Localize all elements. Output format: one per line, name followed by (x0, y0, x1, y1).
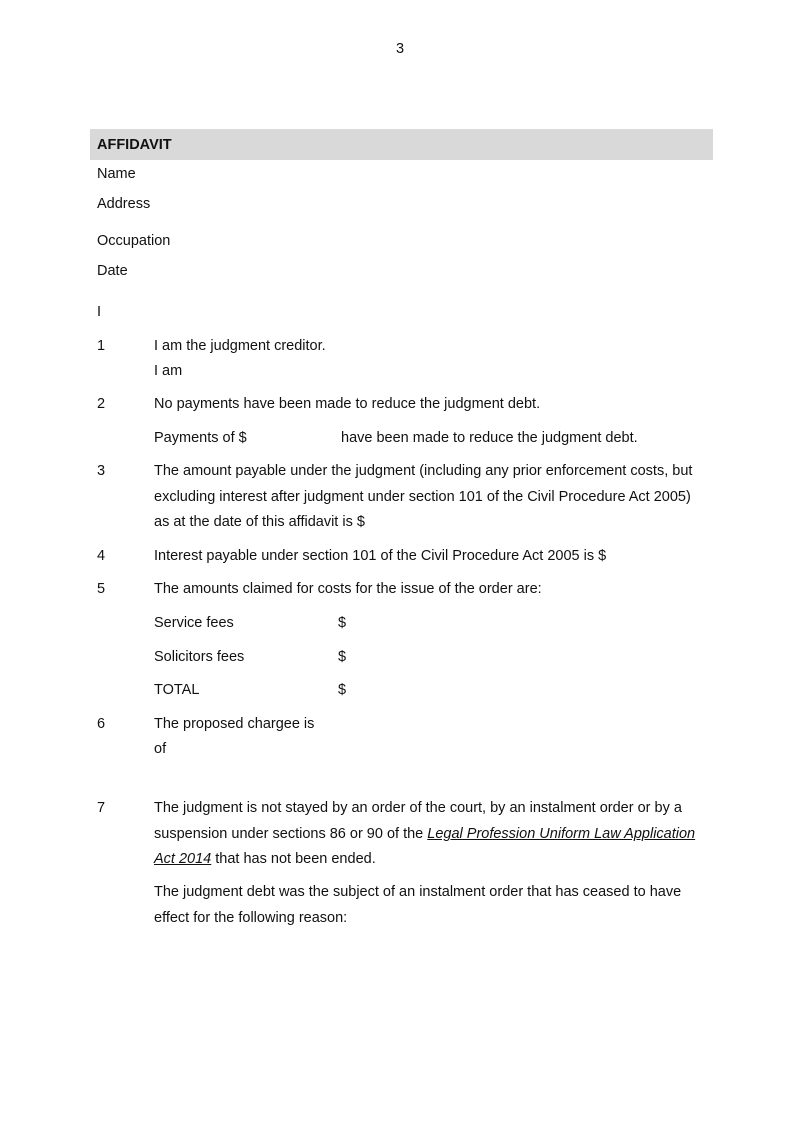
paragraph-text: that has not been ended. (211, 851, 376, 867)
cost-currency: $ (338, 649, 347, 665)
paragraph-number: 1 (97, 338, 106, 354)
paragraph-number: 4 (97, 548, 106, 564)
address-label: Address (97, 196, 151, 212)
paragraph-text: I am the judgment creditor. (154, 338, 326, 354)
affidavit-header (90, 129, 713, 160)
paragraph-text: of (154, 741, 167, 757)
legislation-link[interactable]: Legal Profession Uniform Law Application (427, 826, 696, 842)
paragraph-number: 7 (97, 800, 106, 816)
paragraph-number: 5 (97, 581, 106, 597)
cost-label: Solicitors fees (154, 649, 245, 665)
paragraph-text: The amounts claimed for costs for the issue of the order are: (154, 581, 542, 597)
name-label: Name (97, 166, 136, 182)
paragraph-line (154, 825, 695, 843)
paragraph-text: Interest payable under section 101 of the Civil Procedure Act 2005 is $ (154, 548, 607, 564)
cost-label: TOTAL (154, 682, 200, 698)
paragraph-number: 2 (97, 396, 106, 412)
cost-label: Service fees (154, 615, 234, 631)
cost-currency: $ (338, 615, 347, 631)
paragraph-text: The proposed chargee is (154, 716, 315, 732)
intro-text: I (97, 304, 102, 320)
paragraph-number: 3 (97, 463, 106, 479)
paragraph-text: excluding interest after judgment under section 101 of the Civil Procedure Act 2005) (154, 489, 691, 505)
affidavit-title: AFFIDAVIT (97, 137, 172, 153)
paragraph-text: suspension under sections 86 or 90 of the (154, 826, 428, 842)
paragraph-text: I am (154, 363, 183, 379)
paragraph-text: as at the date of this affidavit is $ (154, 514, 365, 530)
cost-currency: $ (338, 682, 347, 698)
paragraph-text: The amount payable under the judgment (including any prior enforcement costs, but (154, 463, 693, 479)
paragraph-text: The judgment is not stayed by an order of the court, by an instalment order or by a (154, 800, 682, 816)
paragraph-line (154, 850, 376, 868)
paragraph-text: The judgment debt was the subject of an instalment order that has ceased to have (154, 884, 682, 900)
paragraph-text: No payments have been made to reduce the judgment debt. (154, 396, 541, 412)
paragraph-text: effect for the following reason: (154, 910, 348, 926)
payments-label: Payments of $ (154, 430, 247, 446)
page-number: 3 (395, 41, 405, 57)
date-label: Date (97, 263, 128, 279)
occupation-label: Occupation (97, 233, 171, 249)
payments-text: have been made to reduce the judgment debt. (341, 430, 638, 446)
paragraph-number: 6 (97, 716, 106, 732)
legislation-link[interactable]: Act 2014 (154, 851, 212, 867)
